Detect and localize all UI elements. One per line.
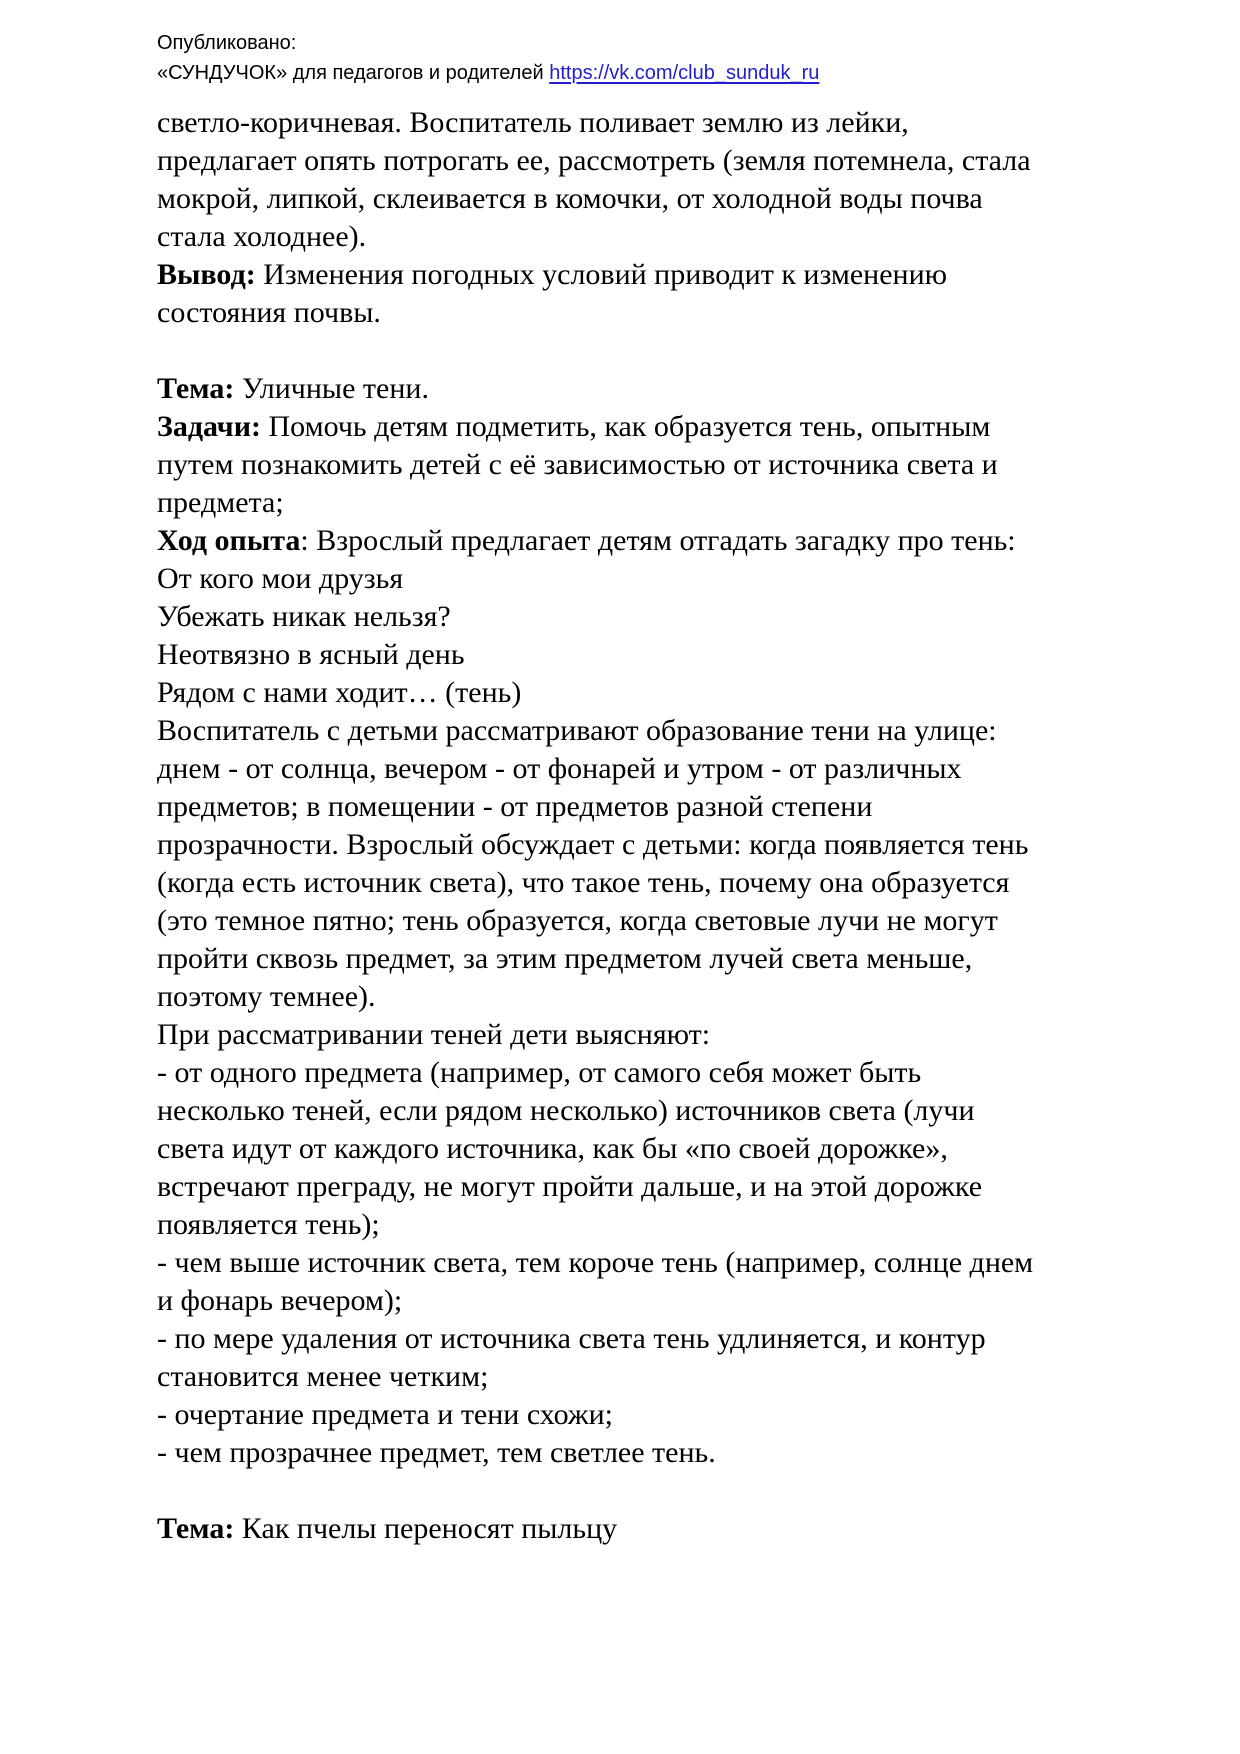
paragraph: светло-коричневая. Воспитатель поливает землю из лейки, предлагает опять потрогать ее, рассмотреть (земля потемнела, стала мокрой, липкой, склеивается в комочки, от холодной воды почва стала холоднее). xyxy=(157,106,1031,253)
vk-club-link[interactable]: https://vk.com/club_sunduk_ru xyxy=(549,62,820,84)
club-name-text: «СУНДУЧОК» для педагогов и родителей xyxy=(157,62,550,84)
blank-line xyxy=(157,332,1043,370)
blank-line xyxy=(157,1472,1043,1510)
paragraph: - чем выше источник света, тем короче тень (например, солнце днем и фонарь вечером); xyxy=(157,1246,1034,1317)
paragraph: Вывод: Изменения погодных условий приводит к изменению состояния почвы. xyxy=(157,258,948,329)
paragraph: Воспитатель с детьми рассматривают образование тени на улице: днем - от солнца, вечером - от фонарей и утром - от различных предметов; в помещении - от предметов разной степени прозрачности. Взрослый обсуждает с детьми: когда появляется тень (когда есть источник света), что такое тень, почему она образуется (это темное пятно; тень образуется, когда световые лучи не могут пройти сквозь предмет, за этим предметом лучей света меньше, поэтому темнее). xyxy=(157,714,1029,1013)
paragraph: Неотвязно в ясный день xyxy=(157,638,465,671)
document-body xyxy=(157,104,1043,1548)
published-label: Опубликовано: xyxy=(157,32,297,54)
paragraph: Рядом с нами ходит… (тень) xyxy=(157,676,522,709)
paragraph: - очертание предмета и тени схожи; xyxy=(157,1398,614,1431)
paragraph-label: Задачи: xyxy=(157,410,262,443)
header-source-line xyxy=(157,58,819,88)
page-header xyxy=(157,28,819,88)
paragraph: Задачи: Помочь детям подметить, как образуется тень, опытным путем познакомить детей с её зависимостью от источника света и предмета; xyxy=(157,410,998,519)
paragraph: Ход опыта: Взрослый предлагает детям отгадать загадку про тень: xyxy=(157,524,1016,557)
paragraph: Тема: Уличные тени. xyxy=(157,372,429,405)
paragraph: - от одного предмета (например, от самого себя может быть несколько теней, если рядом несколько) источников света (лучи света идут от каждого источника, как бы «по своей дорожке», встречают преграду, не могут пройти дальше, и на этой дорожке появляется тень); xyxy=(157,1056,983,1241)
paragraph: Убежать никак нельзя? xyxy=(157,600,451,633)
paragraph: От кого мои друзья xyxy=(157,562,404,595)
paragraph-label: Тема: xyxy=(157,372,235,405)
paragraph-label: Вывод: xyxy=(157,258,256,291)
paragraph: - чем прозрачнее предмет, тем светлее тень. xyxy=(157,1436,716,1469)
paragraph-label: Ход опыта xyxy=(157,524,301,557)
paragraph: При рассматривании теней дети выясняют: xyxy=(157,1018,711,1051)
paragraph: Тема: Как пчелы переносят пыльцу xyxy=(157,1512,618,1545)
paragraph: - по мере удаления от источника света тень удлиняется, и контур становится менее четким; xyxy=(157,1322,986,1393)
paragraph-label: Тема: xyxy=(157,1512,235,1545)
